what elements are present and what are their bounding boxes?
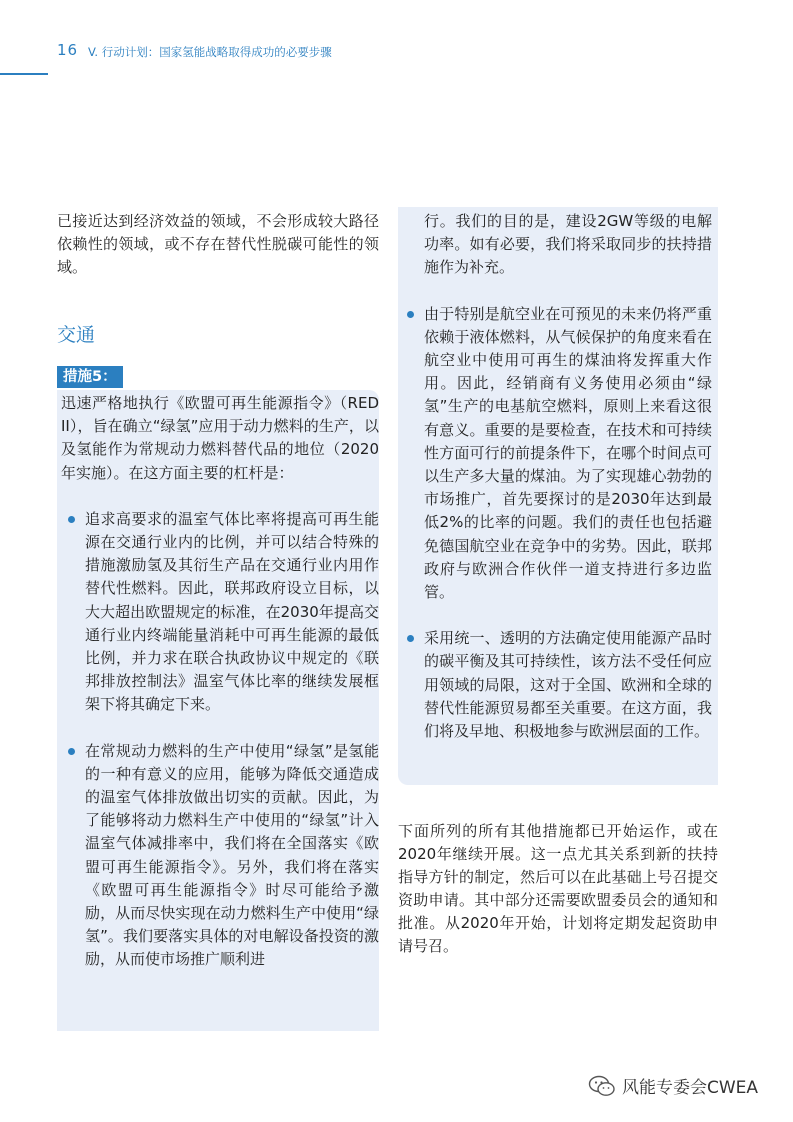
list-item <box>61 740 379 972</box>
page-number: 16 <box>57 41 79 59</box>
continuation-text: 行。我们的目的是，建设2GW等级的电解功率。如有必要，我们将采取同步的扶持措施作为补充。 <box>424 212 712 277</box>
bullet-text: 由于特别是航空业在可预见的未来仍将严重依赖于液体燃料，从气候保护的角度来看在航空业中使用可再生的煤油将发挥重大作用。因此，经销商有义务使用必须由“绿氢”生产的电基航空燃料，原则上来看这很有意义。重要的是要检查，在技术和可持续性方面可行的前提条件下，在哪个时间点可以生产多大量的煤油。为了实现雄心勃勃的市场推广，首先要探讨的是2030年达到最低2%的比率的问题。我们的责任也包括避免德国航空业在竞争中的劣势。因此，联邦政府与欧洲合作伙伴一道支持进行多边监管。 <box>424 304 712 602</box>
bullet-icon <box>407 635 414 642</box>
list-item <box>400 303 712 605</box>
measure-lead: 迅速严格地执行《欧盟可再生能源指令》（RED II），旨在确立“绿氢”应用于动力燃料的生产，以及氢能作为常规动力燃料替代品的地位（2020年实施）。在这方面主要的杠杆是： <box>61 394 379 482</box>
bullet-icon <box>68 516 75 523</box>
section-title: 交通 <box>57 324 96 346</box>
bullet-text: 采用统一、透明的方法确定使用能源产品时的碳平衡及其可持续性，该方法不受任何应用领域的局限，这对于全国、欧洲和全球的替代性能源贸易都至关重要。在这方面，我们将及早地、积极地参与欧洲层面的工作。 <box>424 629 712 741</box>
closing-text: 下面所列的所有其他措施都已开始运作，或在2020年继续开展。这一点尤其关系到新的扶持指导方针的制定，然后可以在此基础上号召提交资助申请。其中部分还需要欧盟委员会的通知和批准。从2020年开始，计划将定期发起资助申请号召。 <box>398 822 718 955</box>
intro-text: 已接近达到经济效益的领域，不会形成较大路径依赖性的领域，或不存在替代性脱碳可能性的领域。 <box>57 212 379 276</box>
closing-paragraph <box>398 820 718 958</box>
measure-tag: 措施5： <box>57 366 123 388</box>
watermark-text: 风能专委会CWEA <box>622 1078 759 1098</box>
bullet-continuation <box>400 210 712 280</box>
bullet-icon <box>407 311 414 318</box>
bullet-icon <box>68 748 75 755</box>
bullet-text: 追求高要求的温室气体比率将提高可再生能源在交通行业内的比例，并可以结合特殊的措施激励氢及其衍生产品在交通行业内用作替代性燃料。因此，联邦政府设立目标，以大大超出欧盟规定的标准，在2030年提高交通行业内终端能量消耗中可再生能源的最低比例，并力求在联合执政协议中规定的《联邦排放控制法》温室气体比率的继续发展框架下将其确定下来。 <box>85 509 379 714</box>
watermark <box>588 1073 758 1098</box>
list-item <box>400 627 712 743</box>
header-rule <box>0 73 48 75</box>
bullet-text: 在常规动力燃料的生产中使用“绿氢”是氢能的一种有意义的应用，能够为降低交通造成的温室气体排放做出切实的贡献。因此，为了能够将动力燃料生产中使用的“绿氢”计入温室气体减排率中，我们将在全国落实《欧盟可再生能源指令》。另外，我们将在落实《欧盟可再生能源指令》时尽可能给予激励，从而尽快实现在动力燃料生产中使用“绿氢”。我们要落实具体的对电解设备投资的激励，从而使市场推广顺利进 <box>85 741 379 969</box>
running-header-title: V. 行动计划：国家氢能战略取得成功的必要步骤 <box>88 45 332 59</box>
wechat-icon <box>588 1074 616 1098</box>
intro-paragraph <box>57 210 379 279</box>
measure-box-left <box>57 390 379 1031</box>
measure-box-right <box>398 207 718 785</box>
list-item <box>61 508 379 717</box>
